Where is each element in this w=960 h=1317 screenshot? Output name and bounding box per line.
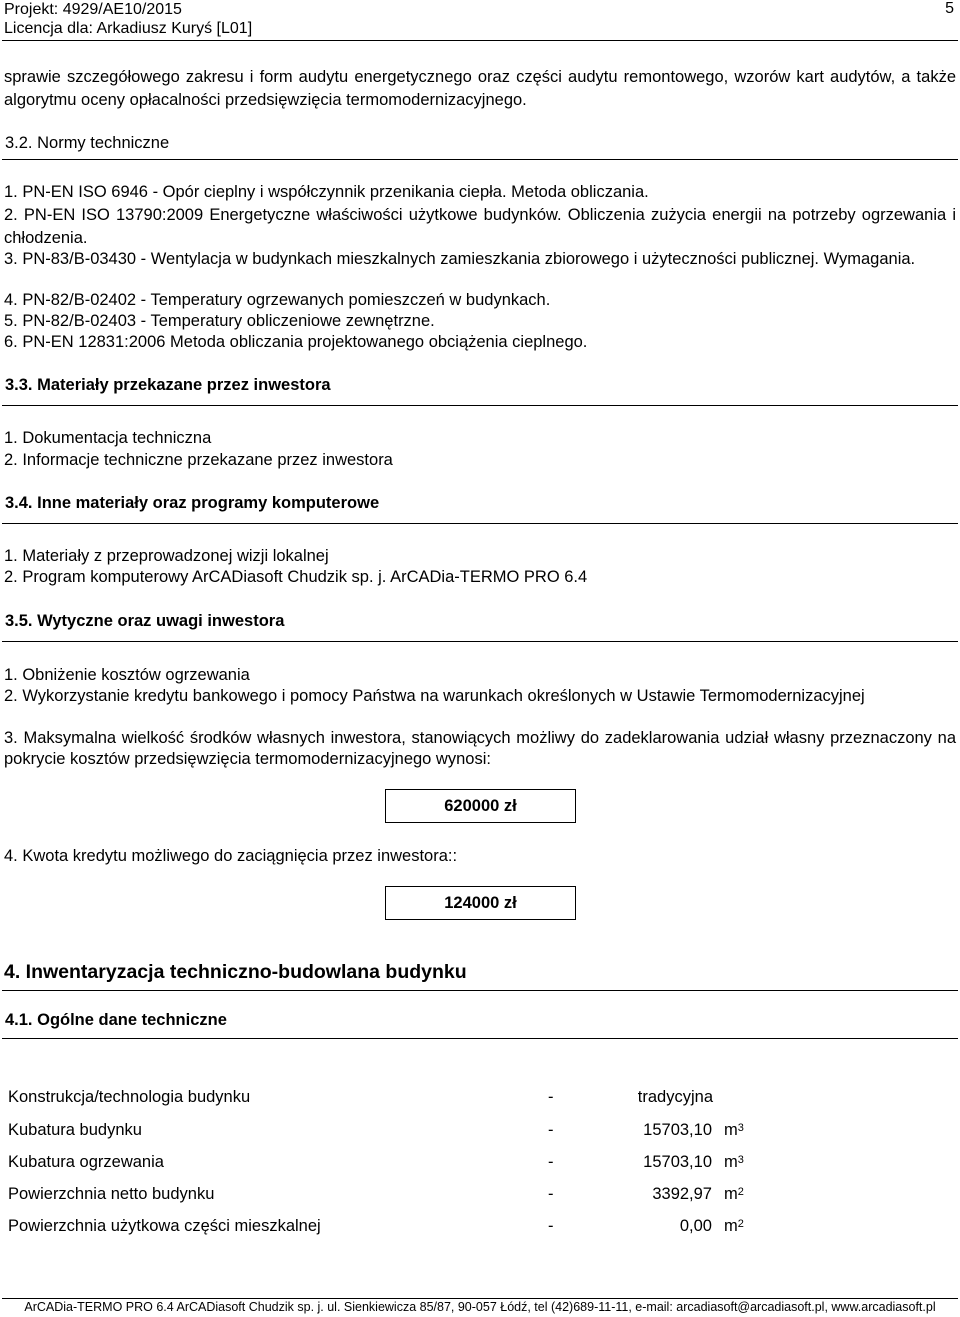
row-label: Konstrukcja/technologia budynku [8, 1088, 251, 1106]
norm-item-3: 3. PN-83/B-03430 - Wentylacja w budynkach mieszkalnych zamieszkania zbiorowego i użyteczności publicznej. Wymagania. [4, 250, 916, 268]
guideline-item-4: 4. Kwota kredytu możliwego do zaciągnięcia przez inwestora:: [4, 847, 458, 865]
guideline-item-1: 1. Obniżenie kosztów ogrzewania [4, 666, 250, 684]
norm-item-1: 1. PN-EN ISO 6946 - Opór cieplny i współczynnik przenikania ciepła. Metoda obliczania. [4, 183, 649, 201]
row-dash: - [548, 1185, 554, 1203]
section-3-3-box [2, 372, 958, 406]
row-value: 15703,10 [643, 1153, 712, 1171]
tech-data-row [8, 1185, 768, 1207]
row-value: 0,00 [679, 1217, 712, 1235]
row-value: tradycyjna [637, 1088, 713, 1106]
norm-item-4: 4. PN-82/B-02402 - Temperatury ogrzewanych pomieszczeń w budynkach. [4, 291, 551, 309]
material-item-2: 2. Informacje techniczne przekazane przez inwestora [4, 451, 393, 469]
row-dash: - [548, 1217, 554, 1235]
row-dash: - [548, 1153, 554, 1171]
section-3-4-title: 3.4. Inne materiały oraz programy komputerowe [5, 494, 380, 512]
row-unit: $m^2$ [724, 1185, 744, 1203]
license-holder: Licencja dla: Arkadiusz Kuryś [L01] [4, 20, 253, 37]
norm-item-5: 5. PN-82/B-02403 - Temperatury obliczeniowe zewnętrzne. [4, 312, 435, 330]
norm-item-2: 2. PN-EN ISO 13790:2009 Energetyczne właściwości użytkowe budynków. Obliczenia zużycia energii na potrzeby ogrzewania i chłodzenia. [4, 206, 956, 247]
section-3-5-title: 3.5. Wytyczne oraz uwagi inwestora [5, 612, 285, 630]
norm-item-6: 6. PN-EN 12831:2006 Metoda obliczania projektowanego obciążenia cieplnego. [4, 333, 588, 351]
section-3-4-box [2, 490, 958, 524]
section-4-title: 4. Inwentaryzacja techniczno-budowlana budynku [4, 961, 467, 983]
section-3-2-box [2, 130, 958, 160]
section-3-2-title: 3.2. Normy techniczne [5, 134, 170, 152]
tech-data-row [8, 1088, 768, 1110]
section-4-divider [2, 990, 958, 991]
row-unit: $m^3$ [724, 1153, 744, 1171]
credit-amount: 124000 zł [385, 886, 576, 920]
section-3-3-title: 3.3. Materiały przekazane przez inwestora [5, 376, 331, 394]
intro-paragraph: sprawie szczegółowego zakresu i form audytu energetycznego oraz części audytu remontowego, wzorów kart audytów, a także algorytmu oceny opłacalności przedsięwzięcia termomodernizacyjnego. [4, 68, 956, 109]
row-value: 15703,10 [643, 1121, 712, 1139]
header-divider [2, 40, 958, 41]
other-item-2: 2. Program komputerowy ArCADiasoft Chudzik sp. j. ArCADia-TERMO PRO 6.4 [4, 568, 588, 586]
row-dash: - [548, 1088, 554, 1106]
row-label: Kubatura budynku [8, 1121, 142, 1139]
own-funds-amount: 620000 zł [385, 789, 576, 823]
row-unit: $m^3$ [724, 1121, 744, 1139]
tech-data-row [8, 1121, 768, 1143]
row-label: Powierzchnia użytkowa części mieszkalnej [8, 1217, 321, 1235]
material-item-1: 1. Dokumentacja techniczna [4, 429, 212, 447]
footer-text: ArCADia-TERMO PRO 6.4 ArCADiasoft Chudzik sp. j. ul. Sienkiewicza 85/87, 90-057 Łódź, tel (42)689-11-11, e-mail: arcadiasoft@arcadiasoft.pl, www.arcadiasoft.pl [24, 1300, 936, 1314]
page-number: 5 [945, 0, 954, 17]
tech-data-row [8, 1217, 768, 1239]
guideline-item-2: 2. Wykorzystanie kredytu bankowego i pomocy Państwa na warunkach określonych w Ustawie Termomodernizacyjnej [4, 687, 865, 705]
row-dash: - [548, 1121, 554, 1139]
other-item-1: 1. Materiały z przeprowadzonej wizji lokalnej [4, 547, 329, 565]
guideline-item-3: 3. Maksymalna wielkość środków własnych inwestora, stanowiących możliwy do zadeklarowania udział własny przeznaczony na pokrycie kosztów przedsięwzięcia termomodernizacyjnego wynosi: [4, 729, 956, 768]
tech-data-row [8, 1153, 768, 1175]
section-3-5-box [2, 608, 958, 642]
section-4-1-box [2, 1007, 958, 1039]
section-4-1-title: 4.1. Ogólne dane techniczne [5, 1011, 227, 1029]
row-unit: $m^2$ [724, 1217, 744, 1235]
row-label: Powierzchnia netto budynku [8, 1185, 215, 1203]
footer-divider [2, 1298, 958, 1299]
project-number: Projekt: 4929/AE10/2015 [4, 1, 182, 18]
row-value: 3392,97 [652, 1185, 712, 1203]
row-label: Kubatura ogrzewania [8, 1153, 164, 1171]
